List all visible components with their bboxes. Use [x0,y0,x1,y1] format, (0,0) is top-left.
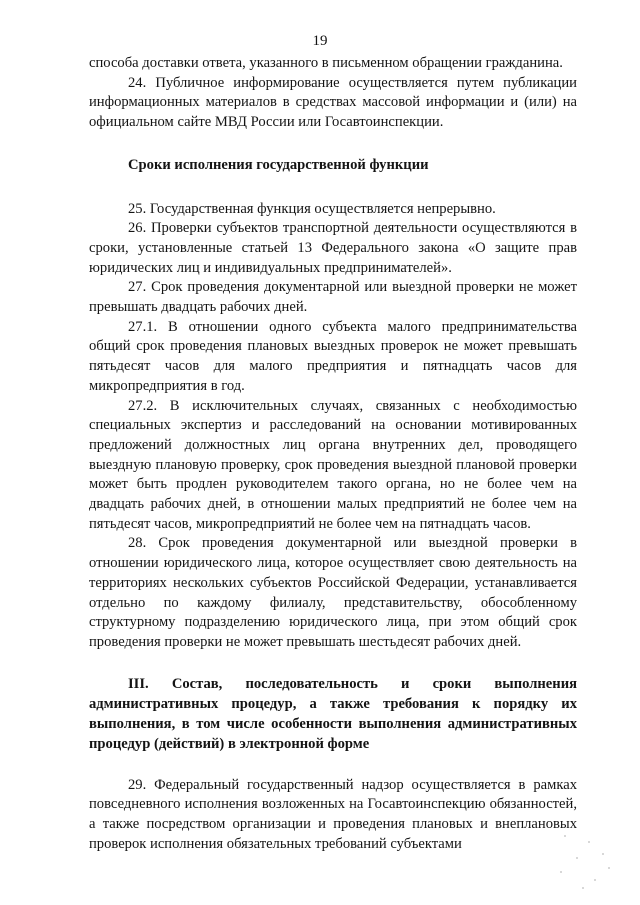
paragraph-27-2: 27.2. В исключительных случаях, связанных с необходимостью специальных экспертиз и расследований на основании мотивированных предложений должностных лиц органа внутренних дел, проводящего выездную плановую проверку, срок проведения выездной плановой проверки может быть продлен руководителем такого органа, но не более чем на двадцать рабочих дней, в отношении малых предприятий не более чем на пятьдесят часов, микропредприятий не более чем на пятнадцать часов. [89,397,577,532]
paragraph-27-1: 27.1. В отношении одного субъекта малого предпринимательства общий срок проведения плановых выездных проверок не может превышать пятьдесят часов для малого предприятия и пятнадцать часов для микропредприятия в год. [89,318,577,394]
paragraph-continuation: способа доставки ответа, указанного в письменном обращении гражданина. [89,55,563,71]
paragraph-26: 26. Проверки субъектов транспортной деятельности осуществляются в сроки, установленные статьей 13 Федерального закона «О защите прав юридических лиц и индивидуальных предпринимателей». [89,220,577,276]
paragraph-24: 24. Публичное информирование осуществляется путем публикации информационных материалов в средствах массовой информации и (или) на официальном сайте МВД России или Госавтоинспекции. [89,74,577,131]
paragraph-28: 28. Срок проведения документарной или выездной проверки в отношении юридического лица, которое осуществляет свою деятельность на территориях нескольких субъектов Российской Федерации, устанавливается отдельно по каждому филиалу, представительству, обособленному структурному подразделению юридического лица, при этом общий срок проведения проверки не может превышать шестьдесят рабочих дней. [89,535,577,650]
paragraph-29: 29. Федеральный государственный надзор осуществляется в рамках повседневного исполнения возложенных на Госавтоинспекцию обязанностей, а также посредством организации и проведения плановых и внеплановых проверок исполнения обязательных требований субъектами [89,776,577,852]
document-body [89,54,577,855]
section-heading: Сроки исполнения государственной функции [128,156,429,173]
paragraph-27: 27. Срок проведения документарной или выездной проверки не может превышать двадцать рабочих дней. [89,279,577,316]
chapter-heading: III. Состав, последовательность и сроки выполнения административных процедур, а также требования к порядку их выполнения, в том числе особенности выполнения административных процедур (действий) в электронной форме [89,675,577,752]
page-number: 19 [312,33,328,49]
scan-noise [554,827,614,897]
paragraph-25: 25. Государственная функция осуществляется непрерывно. [128,200,496,217]
